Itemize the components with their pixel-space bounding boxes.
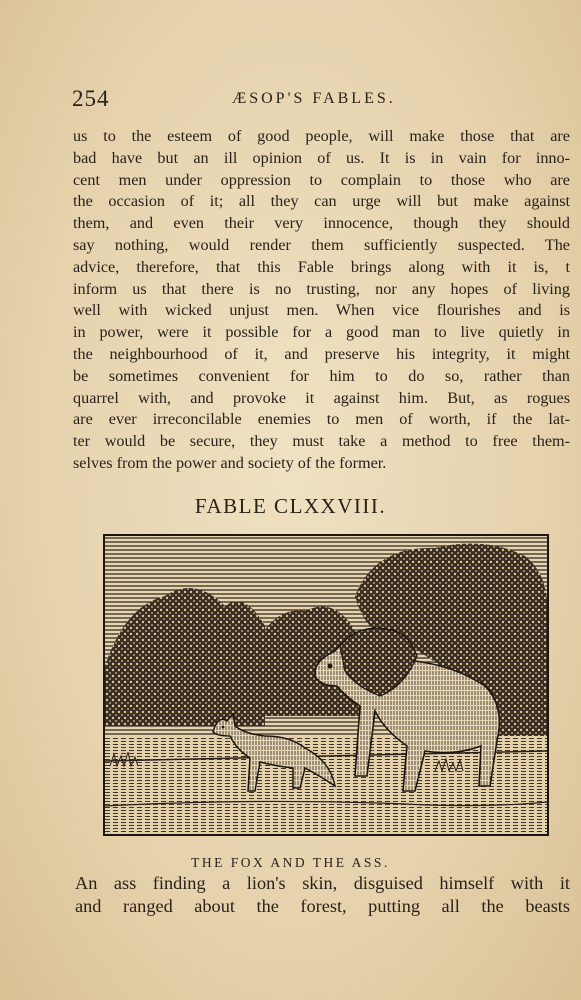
fable-opening-paragraph (75, 872, 570, 918)
text-line: cent men under oppression to complain to those who are (73, 170, 570, 189)
text-line: in power, were it possible for a good man to live quietly in (73, 323, 570, 342)
page-number: 254 (72, 86, 110, 111)
text-line: and ranged about the forest, putting all the beasts (75, 896, 570, 916)
running-title: ÆSOP'S FABLES. (232, 90, 396, 107)
text-line: them, and even their very innocence, though they should (73, 214, 570, 233)
text-line: inform us that there is no trusting, nor any hopes of living (73, 279, 570, 298)
text-line: us to the esteem of good people, will make those that are (73, 127, 570, 145)
text-line: ter would be secure, they must take a method to free them- (73, 432, 570, 451)
text-line: the occasion of it; all they can urge will but make against (73, 192, 570, 211)
text-line: well with wicked unjust men. When vice flourishes and is (73, 301, 570, 320)
page-header (72, 86, 512, 116)
fable-heading: FABLE CLXXVIII. (194, 494, 387, 518)
text-line: advice, therefore, that this Fable brings along with it is, t (73, 257, 570, 276)
text-line: selves from the power and society of the former. (73, 453, 387, 472)
text-line: bad have but an ill opinion of us. It is in vain for inno- (73, 148, 570, 167)
text-line: are ever irreconcilable enemies to men of worth, if the lat- (73, 410, 570, 429)
body-paragraph (73, 126, 570, 475)
text-line: say nothing, would render them sufficiently suspected. The (73, 235, 570, 254)
fable-caption: THE FOX AND THE ASS. (191, 855, 390, 870)
text-line: An ass finding a lion's skin, disguised himself with it (75, 873, 570, 893)
text-line: the neighbourhood of it, and preserve his integrity, it might (73, 344, 570, 363)
woodcut-fox-and-ass-image (105, 536, 547, 834)
woodcut-illustration (103, 534, 549, 836)
text-line: be sometimes convenient for him to do so, rather than (73, 366, 570, 385)
text-line: quarrel with, and provoke it against him. But, as rogues (73, 388, 570, 407)
